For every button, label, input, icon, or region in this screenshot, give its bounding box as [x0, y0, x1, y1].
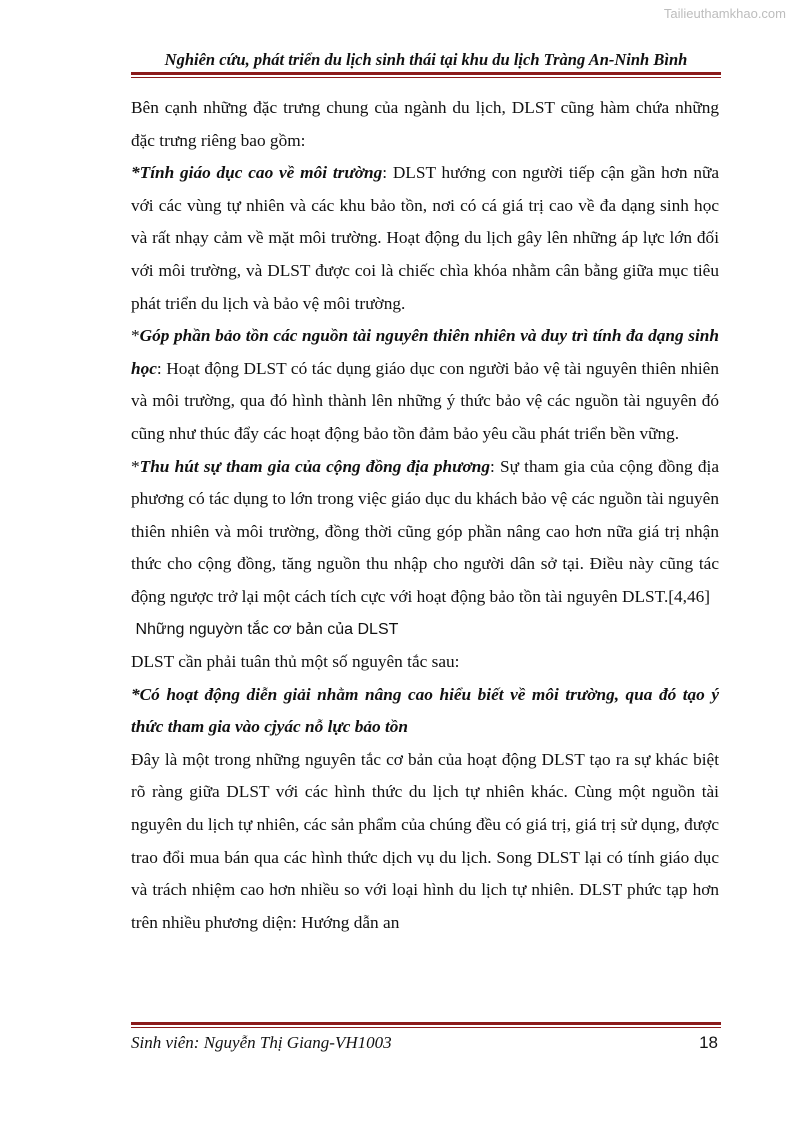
document-body — [131, 92, 719, 939]
footer-rule-thick — [131, 1022, 721, 1025]
page-header-title: Nghiên cứu, phát triển du lịch sinh thái tại khu du lịch Tràng An-Ninh Bình — [164, 50, 688, 69]
paragraph-principles-intro: DLST cần phải tuân thủ một số nguyên tắc sau: — [131, 652, 460, 672]
heading-conservation: Góp phần bảo tồn các nguồn tài nguyên thiên nhiên và duy trì tính đa dạng sinh học — [131, 326, 719, 378]
header-rule-thick — [131, 72, 721, 75]
footer-rule-thin — [131, 1027, 721, 1028]
heading-interpretation: *Có hoạt động diễn giải nhằm nâng cao hiểu biết về môi trường, qua đó tạo ý thức tham gia vào cjyác nỗ lực bảo tồn — [131, 684, 719, 737]
header-rule-thin — [131, 77, 721, 78]
footer-student-name: Sinh viên: Nguyễn Thị Giang-VH1003 — [131, 1033, 392, 1052]
intro-paragraph: Bên cạnh những đặc trưng chung của ngành du lịch, DLST cũng hàm chứa những đặc trưng riêng bao gồm: — [131, 98, 719, 150]
subheading-principles: Những nguyờn tắc cơ bản của DLST — [135, 620, 399, 638]
watermark: Tailieuthamkhao.com — [663, 6, 786, 21]
paragraph-education: *Tính giáo dục cao về môi trường: DLST hướng con người tiếp cận gần hơn nữa với các vùng tự nhiên và các khu bảo tồn, nơi có cá giá trị cao về đa dạng sinh học và rất nhạy cảm về mặt môi trường. Hoạt động du lịch gây lên những áp lực lớn đối với môi trường, và DLST được coi là chiếc chìa khóa nhằm cân bằng giữa mục tiêu phát triển du lịch và bảo vệ môi trường. — [131, 163, 720, 313]
heading-education: *Tính giáo dục cao về môi trường — [131, 163, 383, 183]
paragraph-interpretation: Đây là một trong những nguyên tắc cơ bản của hoạt động DLST tạo ra sự khác biệt rõ ràng giữa DLST với các hình thức du lịch tự nhiên khác. Cùng một nguồn tài nguyên du lịch tự nhiên, các sản phẩm của chúng đều có giá trị, giá trị sử dụng, được trao đổi mua bán qua các hình thức dịch vụ du lịch. Song DLST lại có tính giáo dục và trách nhiệm cao hơn nhiều so với loại hình du lịch tự nhiên. DLST phức tạp hơn trên nhiều phương diện: Hướng dẫn an — [131, 749, 719, 932]
paragraph-community: *Thu hút sự tham gia của cộng đồng địa phương: Sự tham gia của cộng đồng địa phương có tác dụng to lớn trong việc giáo dục du khách bảo vệ các nguồn tài nguyên thiên nhiên và môi trường, đồng thời cũng góp phần nâng cao hơn nữa giá trị nhận thức cho cộng đồng, tăng nguồn thu nhập cho người dân sở tại. Điều này cũng tác động ngược trở lại một cách tích cực với hoạt động bảo tồn tài nguyên DLST.[4,46] — [131, 456, 719, 606]
paragraph-conservation: *Góp phần bảo tồn các nguồn tài nguyên thiên nhiên và duy trì tính đa dạng sinh học: Hoạt động DLST có tác dụng giáo dục con người bảo vệ tài nguyên thiên nhiên và môi trường, qua đó hình thành lên những ý thức bảo vệ các nguồn tài nguyên đó cũng như thúc đẩy các hoạt động bảo tồn đảm bảo yêu cầu phát triển bền vững. — [131, 326, 719, 443]
heading-community: Thu hút sự tham gia của cộng đồng địa phương — [139, 456, 490, 476]
page-number: 18 — [699, 1033, 718, 1052]
